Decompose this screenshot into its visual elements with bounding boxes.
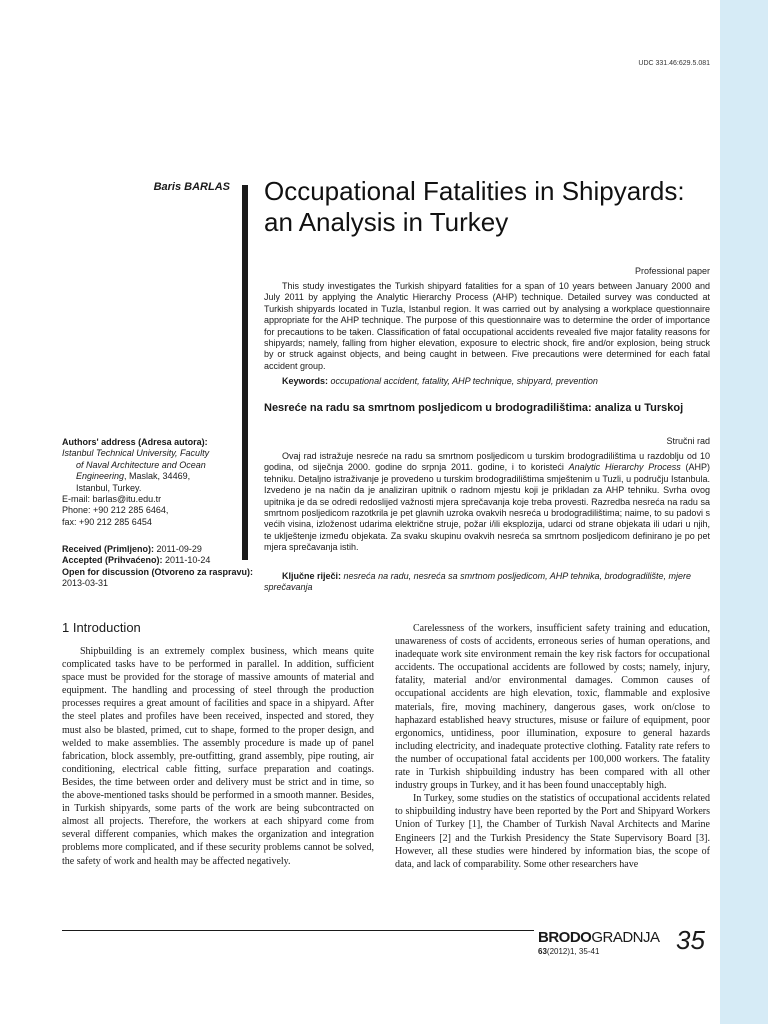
keywords xyxy=(264,376,710,387)
received-value: 2011-09-29 xyxy=(154,544,202,554)
issue-details: (2012)1, 35-41 xyxy=(546,947,600,956)
received-date xyxy=(62,544,262,555)
croatian-abstract-part-1: Ovaj rad istražuje nesreće na radu sa smrtnom posljedicom u turskim brodogradilištima u razdoblju od 10 godina, od siječnja 2000. godine do srpnja 2011. godine, i to koristeći xyxy=(264,451,710,473)
keywords-label: Keywords: xyxy=(282,376,329,386)
footer-rule xyxy=(62,930,534,931)
side-color-strip xyxy=(720,0,768,1024)
open-discussion-value: 2013-03-31 xyxy=(62,578,109,589)
address-institution-line-1: Istanbul Technical University, Faculty xyxy=(62,448,210,459)
address-city: Istanbul, Turkey. xyxy=(76,482,142,493)
journal-logo-bold: BRODO xyxy=(538,929,592,946)
abstract: This study investigates the Turkish shipyard fatalities for a span of 10 years between January 2000 and July 2011 by applying the Analytic Hierarchy Process (AHP) technique. Detailed survey was conducted at Turkish shipyards located in Tuzla, Istanbul region. It was carried out by analysing a workplace questionnaire appropriate for the AHP technique. The purpose of this questionnaire was to determine the order of importance for precautions to be taken. Classification of fatal occupational accidents revealed five major fatality reasons for shipyards; namely, falling from higher elevation, exposure to electric shock, fire and/or explosion, being struck by or struck against objects, and being caught in between. Five precautions were determined for each fatal accident group. xyxy=(264,281,710,371)
croatian-title: Nesreće na radu sa smrtnom posljedicom u brodogradilištima: analiza u Turskoj xyxy=(264,402,684,414)
received-label: Received (Primljeno): xyxy=(62,544,155,554)
body-paragraph: Shipbuilding is an extremely complex business, which means quite complicated tasks have to be performed in parallel. In addition, sufficient space must be provided for the storage of massive amounts of material and equipment. The handling and processing of steel through the production processes requires a great amount of facilities and space in a shipyard. After the steel plates and profiles have been received, inspected and stored, they must also be blasted, primed, cut to shape, formed to the proper design, and welded to make assemblies. The assembly procedure is made up of panel fabrication, block assembly, pre-outfitting, grand assembly, pipe routing, air conditioning, electrical cable fitting, surface preparation and coatings. Besides, the time between order and delivery must be strict and in time, so the above-mentioned tasks should be performed in a smooth manner. Besides, in Turkish shipyards, some parts of the work are being subcontracted on almost all projects. Therefore, the workers at each shipyard come from several different companies, which makes the organization and integration problems more complicated, and if these security problems cannot be solved, the safety of work and health may be affected negatively. xyxy=(62,646,374,867)
journal-logo xyxy=(538,929,660,946)
udc-code: UDC 331.46:629.5.081 xyxy=(638,60,710,67)
body-column-right xyxy=(395,622,710,871)
issue-volume: 63 xyxy=(538,947,547,956)
body-column-left xyxy=(62,645,374,868)
author-name: Baris BARLAS xyxy=(153,181,230,193)
address-street: , Maslak, 34469, xyxy=(124,471,191,482)
author-address xyxy=(62,437,242,528)
croatian-keywords-text: nesreća na radu, nesreća sa smrtnom posljedicom, AHP tehnika, brodogradilište, mjere sprečavanja xyxy=(264,571,692,593)
body-paragraph: In Turkey, some studies on the statistics of occupational accidents related to shipbuilding industry have been reported by the Port and Shipyard Workers Union of Turkey [1], the Chamber of Turkish Naval Architects and Marine Engineers [2] and the Turkish Presidency the State Supervisory Board [3]. However, all these studies were hindered by information bias, the scope of data, and lack of comparability. Some other researchers have xyxy=(395,793,710,870)
croatian-keywords xyxy=(264,571,710,594)
croatian-abstract-part-2: (AHP) tehniku. Detaljno istraživanje je provedeno u turskim brodogradilištima smještenim u Tuzli, u području Istanbula. Izvedeno je na način da je analiziran upitnik o radnom mjestu koji je prikladan za AHP tehniku. Svrha ovog upitnika je da se odredi redoslijed važnosti mjera sprečavanja koje treba provesti. Razredba nesreća na radu sa smrtnom posljedicom razotkrila je pet glavnih uzroka ovakvih nesreća u brodogradilištima; naime, to su padovi s većih visina, izloženost udarima električne struje, požar i/ili eksplozija, udarci od strane objekata ili udari u njih, te uklještenje između objekata. Za svaku skupinu ovakvih nesreća sa smrtnom posljedicom definirano je po pet mjera sprečavanja istih. xyxy=(264,462,710,553)
accepted-value: 2011-10-24 xyxy=(162,555,211,566)
croatian-abstract xyxy=(264,451,710,554)
journal-issue xyxy=(538,947,599,956)
paper-type: Professional paper xyxy=(634,266,710,276)
title-divider-bar xyxy=(242,185,248,560)
paper-title: Occupational Fatalities in Shipyards: an Analysis in Turkey xyxy=(264,176,685,237)
address-institution-line-2: of Naval Architecture and Ocean xyxy=(76,459,206,470)
section-heading-introduction: 1 Introduction xyxy=(62,620,141,635)
accepted-label: Accepted (Prihvaćeno): xyxy=(62,555,163,566)
address-institution-line-3 xyxy=(62,471,242,482)
keywords-text: occupational accident, fatality, AHP technique, shipyard, prevention xyxy=(330,376,598,386)
address-institution-engineering: Engineering xyxy=(76,471,125,482)
address-label: Authors' address (Adresa autora): xyxy=(62,437,208,447)
page-number: 35 xyxy=(676,925,705,955)
open-discussion-label: Open for discussion (Otvoreno za raspravu): xyxy=(62,566,254,577)
submission-dates xyxy=(62,544,262,590)
croatian-paper-type: Stručni rad xyxy=(666,436,710,446)
croatian-abstract-italic: Analytic Hierarchy Process xyxy=(568,462,681,473)
accepted-date xyxy=(62,555,262,566)
address-fax: fax: +90 212 285 6454 xyxy=(62,516,152,527)
open-discussion-date xyxy=(62,567,262,590)
address-email: E-mail: barlas@itu.edu.tr xyxy=(62,494,162,505)
journal-logo-rest: GRADNJA xyxy=(591,929,660,946)
croatian-keywords-label: Ključne riječi: xyxy=(282,571,342,581)
address-phone: Phone: +90 212 285 6464, xyxy=(62,505,169,516)
body-paragraph: Carelessness of the workers, insufficient safety training and education, unawareness of costs of accidents, erroneous series of human operations, and inadequate work site environment remain the key risk factors for occupational accidents. The occupational accidents are followed by costs; namely, injury, fatality, material and/or environmental damages. Common causes of occupational accidents are high elevation, toxic, flammable and explosive materials, fire, moving machinery, dangerous gases, work on/close to haphazard established heavy structures, misuse or failure of equipment, poor ergonomics, untidiness, poor illumination, exposure to general hazards including electricity, and inadequate protective clothing. Fatality rate refers to the number of occupational fatal accidents per 100,000 workers. The fatality rate in Turkish shipbuilding industry has been compared with all other industry groups in Turkey, and it has been found unacceptably high. xyxy=(395,623,710,792)
